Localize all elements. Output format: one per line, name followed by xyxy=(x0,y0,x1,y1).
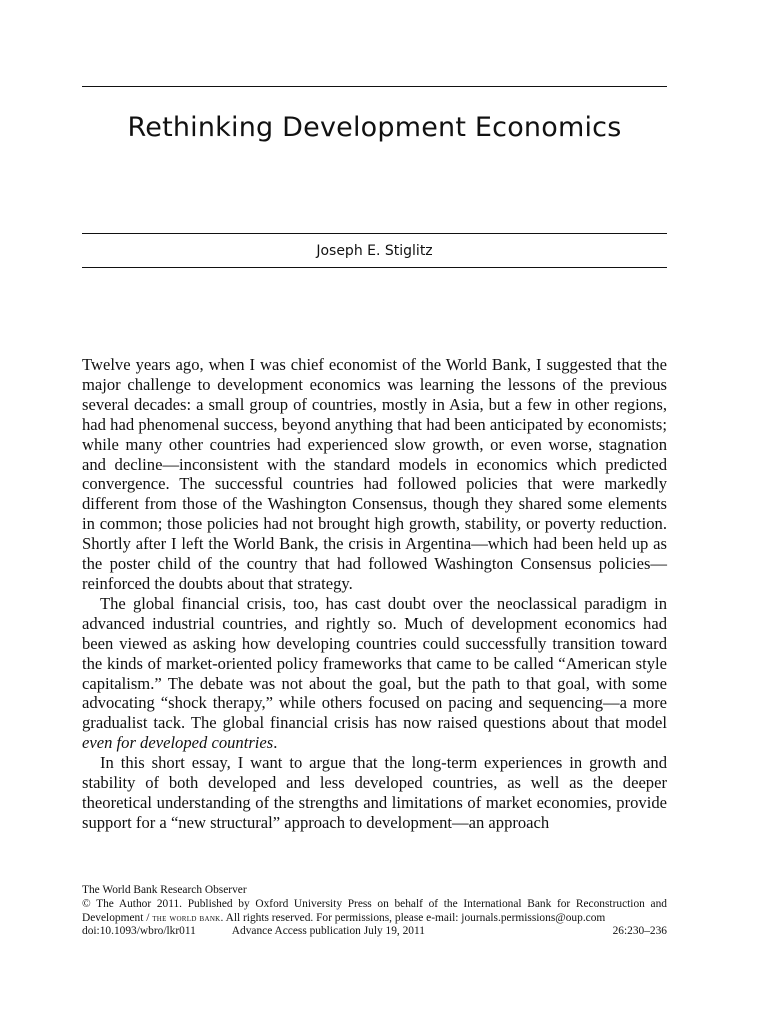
doi-row xyxy=(82,925,667,939)
volume-pages: 26:230–236 xyxy=(612,925,667,938)
paragraph-2-emphasis: even for developed countries xyxy=(82,733,274,753)
paragraph-1: Twelve years ago, when I was chief economist of the World Bank, I suggested that the major challenge to development economics was learning the lessons of the previous several decades: a small group of countries, mostly in Asia, but a few in other regions, had had phenomenal success, beyond anything that had been anticipated by economists; while many other countries had experienced slow growth, or even worse, stagnation and decline—inconsistent with the standard models in economics which predicted convergence. The successful countries had followed policies that were markedly different from those of the Washington Consensus, though they shared some elements in common; those policies had not brought high growth, stability, or poverty reduction. Shortly after I left the World Bank, the crisis in Argentina—which had been held up as the poster child of the country that had followed Washington Consensus policies—reinforced the doubts about that strategy. xyxy=(82,355,667,593)
article-body xyxy=(82,355,667,833)
doi-text: doi:10.1093/wbro/lkr011 xyxy=(82,925,196,938)
copyright-line-2 xyxy=(82,912,667,926)
copyright-text-2-end: . All rights reserved. For permissions, please e-mail: journals.permissions@oup.com xyxy=(220,911,606,924)
copyright-line-1 xyxy=(82,898,667,912)
article-author: Joseph E. Stiglitz xyxy=(316,243,433,259)
advance-access-text: Advance Access publication July 19, 2011 xyxy=(231,925,425,938)
footer xyxy=(82,884,667,939)
article-title: Rethinking Development Economics xyxy=(127,112,622,143)
copyright-text-2-start: Development / xyxy=(82,911,153,924)
copyright-symbol: © xyxy=(82,897,91,910)
author-rule-bottom xyxy=(82,267,667,268)
top-rule xyxy=(82,86,667,87)
author-rule-top xyxy=(82,233,667,234)
paragraph-2-end: . xyxy=(273,733,278,753)
copyright-text-1: The Author 2011. Published by Oxford University Press on behalf of the International Bank for Reconstruction and xyxy=(96,897,667,910)
journal-name: The World Bank Research Observer xyxy=(82,884,247,896)
paragraph-2 xyxy=(82,594,667,753)
paragraph-3: In this short essay, I want to argue that the long-term experiences in growth and stability of both developed and less developed countries, as well as the deeper theoretical understanding of the strengths and limitations of market economies, provide support for a “new structural” approach to development—an approach xyxy=(82,753,667,832)
paragraph-2-text: The global financial crisis, too, has cast doubt over the neoclassical paradigm in advanced industrial countries, and rightly so. Much of development economics had been viewed as asking how developing countries could successfully transition toward the kinds of market-oriented policy frameworks that came to be called “American style capitalism.” The debate was not about the goal, but the path to that goal, with some advocating “shock therapy,” while others focused on pacing and sequencing—a more gradualist tack. The global financial crisis has now raised questions about that model xyxy=(82,593,667,733)
publisher-smallcaps: the world bank xyxy=(152,912,221,924)
